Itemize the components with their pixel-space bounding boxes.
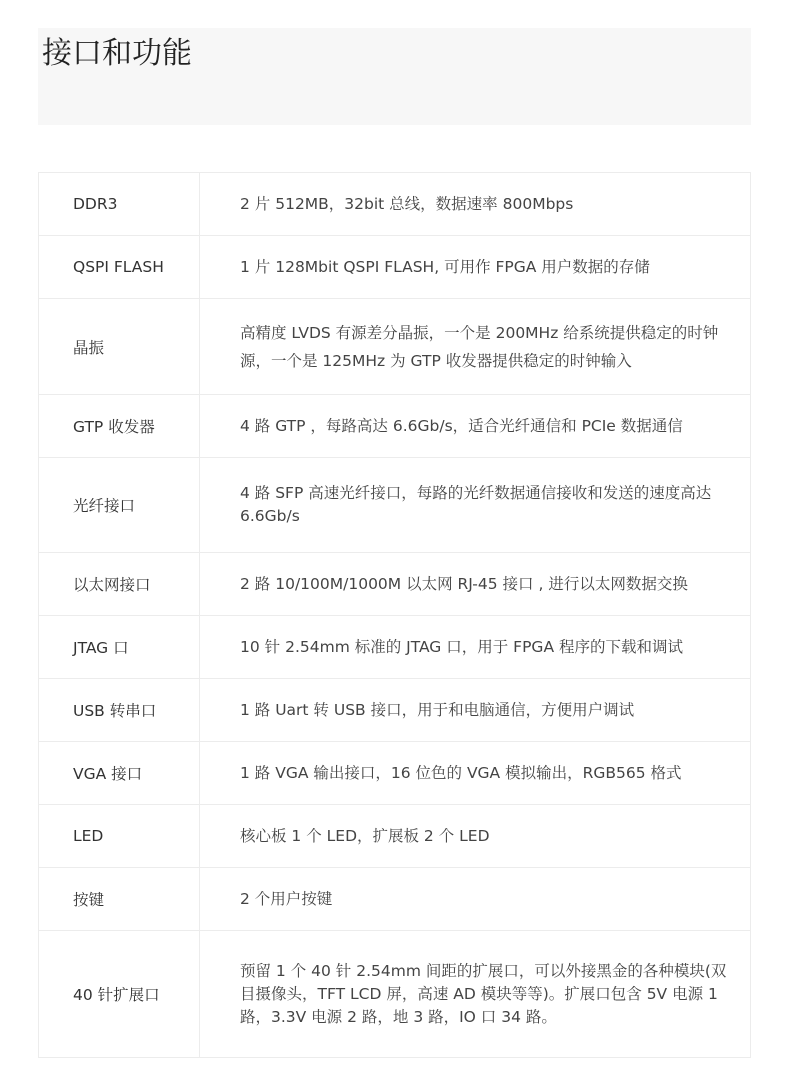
spec-label: USB 转串口 [39, 679, 200, 742]
spec-label: 40 针扩展口 [39, 931, 200, 1058]
spec-value-text: 4 路 GTP ，每路高达 6.6Gb/s，适合光纤通信和 PCIe 数据通信 [240, 416, 683, 435]
spec-value-text: 2 片 512MB，32bit 总线，数据速率 800Mbps [240, 194, 574, 213]
spec-label: 按键 [39, 868, 200, 931]
spec-value [200, 173, 751, 236]
spec-row-expansion [39, 931, 751, 1058]
spec-value [200, 236, 751, 299]
spec-label: QSPI FLASH [39, 236, 200, 299]
spec-value [200, 616, 751, 679]
spec-row-led [39, 805, 751, 868]
spec-label: LED [39, 805, 200, 868]
spec-value [200, 868, 751, 931]
spec-row-ddr3 [39, 173, 751, 236]
spec-value-text: 高精度 LVDS 有源差分晶振，一个是 200MHz 给系统提供稳定的时钟源，一个是 125MHz 为 GTP 收发器提供稳定的时钟输入 [240, 323, 719, 370]
spec-value [200, 395, 751, 458]
spec-label: JTAG 口 [39, 616, 200, 679]
spec-value-text: 10 针 2.54mm 标准的 JTAG 口，用于 FPGA 程序的下载和调试 [240, 637, 683, 656]
spec-value-text: 1 路 VGA 输出接口，16 位色的 VGA 模拟输出，RGB565 格式 [240, 763, 682, 782]
spec-label: VGA 接口 [39, 742, 200, 805]
spec-value-text: 4 路 SFP 高速光纤接口，每路的光纤数据通信接收和发送的速度高达 6.6Gb/s [240, 484, 712, 525]
spec-row-jtag [39, 616, 751, 679]
spec-value-text: 核心板 1 个 LED，扩展板 2 个 LED [240, 826, 490, 845]
spec-row-qspi-flash [39, 236, 751, 299]
spec-value [200, 299, 751, 395]
spec-row-fiber [39, 458, 751, 553]
spec-row-oscillator [39, 299, 751, 395]
spec-value [200, 679, 751, 742]
spec-row-gtp [39, 395, 751, 458]
spec-row-ethernet [39, 553, 751, 616]
spec-value [200, 458, 751, 553]
spec-label: GTP 收发器 [39, 395, 200, 458]
spec-value [200, 553, 751, 616]
spec-value-text: 2 路 10/100M/1000M 以太网 RJ-45 接口 , 进行以太网数据交换 [240, 574, 688, 593]
spec-label: DDR3 [39, 173, 200, 236]
spec-value [200, 805, 751, 868]
spec-value [200, 742, 751, 805]
section-title: 接口和功能 [42, 36, 192, 71]
spec-value-text: 2 个用户按键 [240, 889, 333, 908]
spec-value [200, 931, 751, 1058]
spec-row-usb-uart [39, 679, 751, 742]
spec-value-text: 预留 1 个 40 针 2.54mm 间距的扩展口，可以外接黑金的各种模块(双目摄像头，TFT LCD 屏，高速 AD 模块等等)。扩展口包含 5V 电源 1 路，3.3V 电源 2 路，地 3 路，IO 口 34 路。 [240, 961, 727, 1026]
spec-row-vga [39, 742, 751, 805]
spec-label: 以太网接口 [39, 553, 200, 616]
spec-table [38, 172, 751, 1058]
spec-value-text: 1 路 Uart 转 USB 接口，用于和电脑通信，方便用户调试 [240, 700, 635, 719]
spec-value-text: 1 片 128Mbit QSPI FLASH, 可用作 FPGA 用户数据的存储 [240, 257, 650, 276]
spec-label: 晶振 [39, 299, 200, 395]
spec-label: 光纤接口 [39, 458, 200, 553]
spec-row-buttons [39, 868, 751, 931]
